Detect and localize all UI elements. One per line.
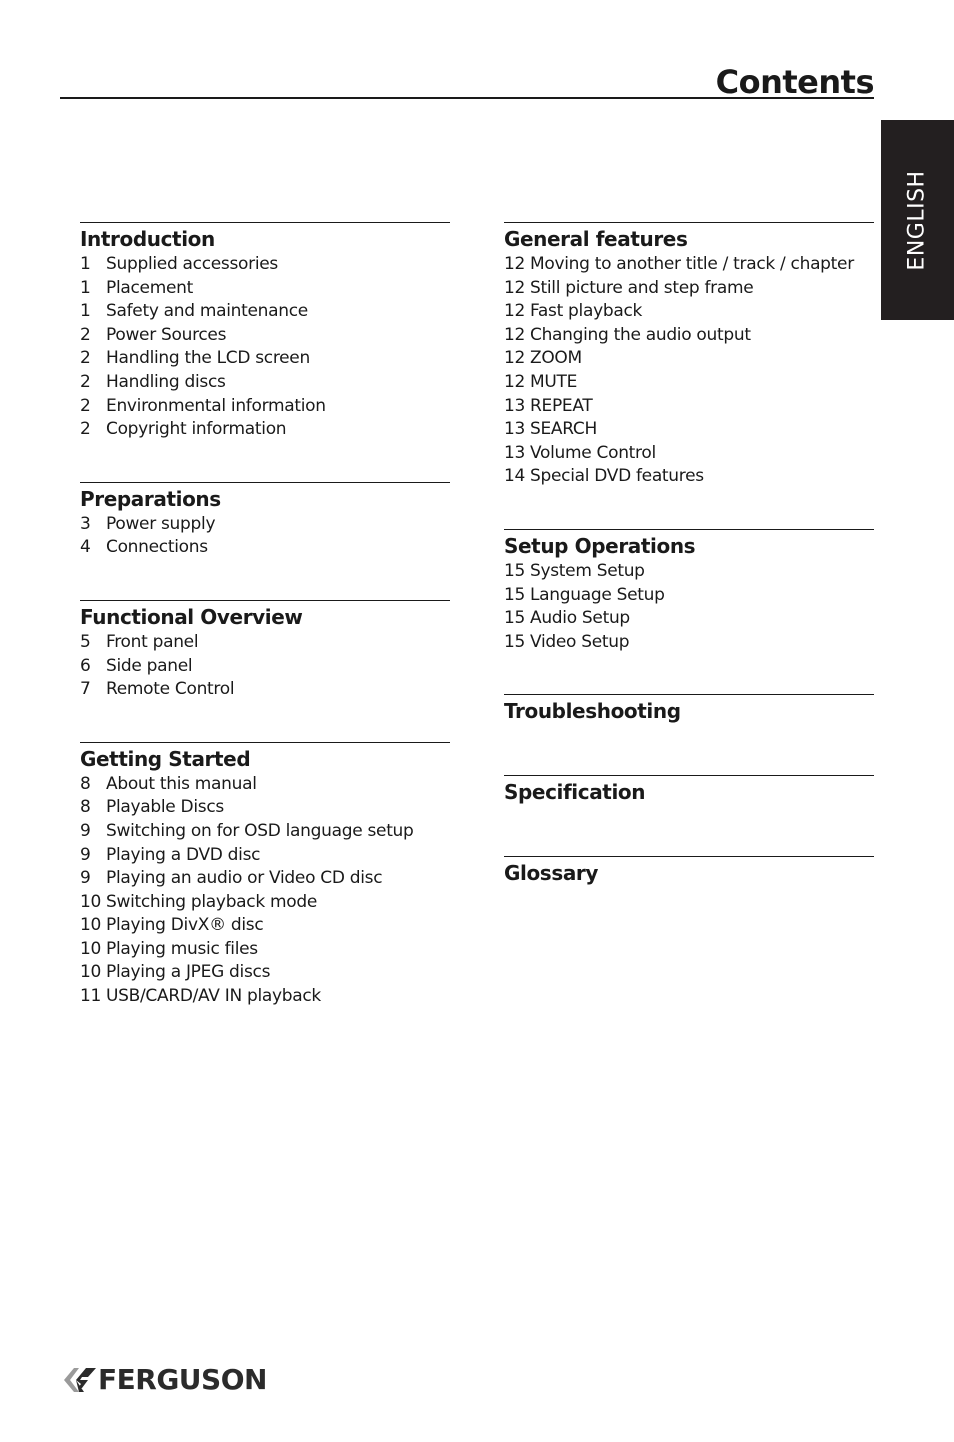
toc-entry xyxy=(504,347,874,371)
toc-entry-page: 2 xyxy=(80,371,91,392)
toc-entry xyxy=(80,513,450,537)
toc-section xyxy=(80,222,450,442)
toc-entry-page: 12 xyxy=(504,324,526,345)
toc-entry xyxy=(80,655,450,679)
toc-entry-page: 12 xyxy=(504,277,526,298)
ferguson-logo-icon xyxy=(62,1364,98,1396)
toc-entry-page: 15 xyxy=(504,560,526,581)
section-title: Getting Started xyxy=(80,746,251,771)
toc-section xyxy=(504,222,874,489)
toc-entry xyxy=(80,867,450,891)
toc-entry-text: Power Sources xyxy=(106,324,227,345)
toc-entry xyxy=(80,678,450,702)
toc-entry-text: Moving to another title / track / chapter xyxy=(530,254,854,274)
toc-entry xyxy=(80,277,450,301)
toc-entry-page: 7 xyxy=(80,679,91,700)
toc-entry-page: 3 xyxy=(80,513,91,534)
toc-entry xyxy=(504,418,874,442)
toc-list xyxy=(504,560,874,654)
toc-entry-page: 10 xyxy=(80,938,102,959)
toc-entry xyxy=(80,418,450,442)
toc-entry xyxy=(504,253,874,277)
toc-entry-page: 15 xyxy=(504,584,526,605)
toc-entry-text: About this manual xyxy=(106,773,257,794)
toc-entry-text: Supplied accessories xyxy=(106,254,278,274)
toc-entry-page: 2 xyxy=(80,348,91,369)
toc-entry xyxy=(80,938,450,962)
toc-entry-text: USB/CARD/AV IN playback xyxy=(106,986,321,1007)
toc-entry-page: 13 xyxy=(504,395,526,416)
toc-entry-text: Environmental information xyxy=(106,395,326,416)
toc-entry-page: 9 xyxy=(80,844,91,865)
toc-entry-text: Playing music files xyxy=(106,938,258,959)
toc-entry xyxy=(504,324,874,348)
section-title: Glossary xyxy=(504,861,599,886)
toc-entry-text: Switching on for OSD language setup xyxy=(106,820,414,841)
toc-entry-page: 10 xyxy=(80,891,102,912)
toc-entry-page: 2 xyxy=(80,324,91,345)
toc-entry xyxy=(80,796,450,820)
toc-entry-page: 15 xyxy=(504,608,526,629)
toc-entry-page: 12 xyxy=(504,371,526,392)
toc-entry-text: Video Setup xyxy=(530,631,630,652)
toc-entry xyxy=(80,820,450,844)
toc-entry-page: 5 xyxy=(80,631,91,652)
toc-entry-text: Special DVD features xyxy=(530,466,704,487)
title-rule xyxy=(60,97,874,99)
toc-entry xyxy=(80,914,450,938)
toc-entry xyxy=(80,347,450,371)
toc-list xyxy=(80,513,450,560)
toc-entry-text: ZOOM xyxy=(530,348,582,369)
toc-section xyxy=(504,775,874,806)
toc-entry xyxy=(504,584,874,608)
toc-entry-page: 8 xyxy=(80,797,91,818)
toc-section xyxy=(80,482,450,560)
section-title: Specification xyxy=(504,780,646,805)
toc-left-column xyxy=(80,222,450,1009)
toc-entry xyxy=(80,300,450,324)
toc-entry-text: Still picture and step frame xyxy=(530,277,754,298)
toc-entry xyxy=(504,277,874,301)
toc-entry-text: Changing the audio output xyxy=(530,324,751,345)
toc-entry xyxy=(504,300,874,324)
toc-entry-text: Playing DivX® disc xyxy=(106,915,264,936)
toc-entry-page: 10 xyxy=(80,962,102,983)
toc-section xyxy=(504,856,874,887)
toc-entry-page: 2 xyxy=(80,419,91,440)
toc-entry-text: Volume Control xyxy=(530,442,656,463)
language-tab xyxy=(881,120,954,320)
toc-entry-page: 13 xyxy=(504,419,526,440)
toc-entry xyxy=(80,324,450,348)
toc-entry-text: Placement xyxy=(106,277,193,298)
toc-entry xyxy=(504,395,874,419)
toc-entry xyxy=(80,395,450,419)
toc-entry xyxy=(504,371,874,395)
section-title: Setup Operations xyxy=(504,533,696,558)
toc-entry xyxy=(80,985,450,1009)
toc-entry-text: Handling discs xyxy=(106,371,226,392)
toc-entry-text: Fast playback xyxy=(530,301,643,322)
toc-entry-page: 14 xyxy=(504,466,526,487)
toc-entry-text: Audio Setup xyxy=(530,608,630,629)
toc-entry xyxy=(80,536,450,560)
toc-entry-text: SEARCH xyxy=(530,419,597,440)
toc-entry-text: Front panel xyxy=(106,631,199,652)
toc-section xyxy=(80,742,450,1009)
toc-entry-page: 12 xyxy=(504,348,526,369)
toc-entry-page: 1 xyxy=(80,254,91,274)
toc-entry-text: Connections xyxy=(106,537,208,558)
toc-list xyxy=(80,253,450,442)
toc-entry-page: 1 xyxy=(80,301,91,322)
toc-entry-text: Remote Control xyxy=(106,679,235,700)
toc-entry-page: 6 xyxy=(80,655,91,676)
toc-section xyxy=(80,600,450,702)
brand-logo xyxy=(62,1362,267,1398)
toc-entry-page: 9 xyxy=(80,820,91,841)
section-title: General features xyxy=(504,227,688,251)
toc-entry-page: 10 xyxy=(80,915,102,936)
toc-entry xyxy=(504,631,874,655)
toc-entry-page: 8 xyxy=(80,773,91,794)
toc-entry-text: Language Setup xyxy=(530,584,665,605)
toc-entry-text: Playing an audio or Video CD disc xyxy=(106,868,383,889)
toc-entry-page: 12 xyxy=(504,301,526,322)
toc-list xyxy=(80,631,450,702)
toc-section xyxy=(504,529,874,654)
toc-entry-text: Copyright information xyxy=(106,419,287,440)
toc-entry xyxy=(80,961,450,985)
toc-entry-page: 15 xyxy=(504,631,526,652)
toc-entry-text: Power supply xyxy=(106,513,216,534)
toc-entry xyxy=(80,773,450,797)
toc-entry xyxy=(504,607,874,631)
toc-entry-text: Handling the LCD screen xyxy=(106,348,310,369)
toc-entry xyxy=(504,560,874,584)
toc-entry-page: 12 xyxy=(504,254,526,274)
toc-entry-page: 4 xyxy=(80,537,91,558)
toc-entry-text: Playable Discs xyxy=(106,797,224,818)
toc-entry-page: 1 xyxy=(80,277,91,298)
toc-entry xyxy=(80,891,450,915)
toc-entry-page: 9 xyxy=(80,868,91,889)
toc-entry-text: REPEAT xyxy=(530,395,593,416)
toc-entry-text: System Setup xyxy=(530,560,645,581)
toc-entry xyxy=(80,371,450,395)
toc-list xyxy=(504,253,874,489)
section-title: Introduction xyxy=(80,227,215,251)
toc-entry xyxy=(80,253,450,277)
toc-entry xyxy=(504,465,874,489)
toc-entry-page: 13 xyxy=(504,442,526,463)
toc-entry-page: 2 xyxy=(80,395,91,416)
section-title: Troubleshooting xyxy=(504,699,681,724)
page-title: Contents xyxy=(715,63,874,101)
toc-right-column xyxy=(504,222,874,887)
toc-entry-page: 11 xyxy=(80,986,102,1007)
brand-name: FERGUSON xyxy=(98,1363,267,1396)
toc-list xyxy=(80,773,450,1009)
toc-entry xyxy=(80,844,450,868)
toc-entry-text: Playing a DVD disc xyxy=(106,844,261,865)
toc-section xyxy=(504,694,874,725)
toc-entry-text: Switching playback mode xyxy=(106,891,318,912)
toc-entry-text: Side panel xyxy=(106,655,193,676)
toc-entry-text: MUTE xyxy=(530,371,578,392)
language-tab-label: ENGLISH xyxy=(905,169,931,271)
toc-entry xyxy=(80,631,450,655)
toc-entry-text: Playing a JPEG discs xyxy=(106,962,271,983)
section-title: Preparations xyxy=(80,486,221,511)
toc-entry-text: Safety and maintenance xyxy=(106,301,308,322)
toc-entry xyxy=(504,442,874,466)
section-title: Functional Overview xyxy=(80,604,303,629)
